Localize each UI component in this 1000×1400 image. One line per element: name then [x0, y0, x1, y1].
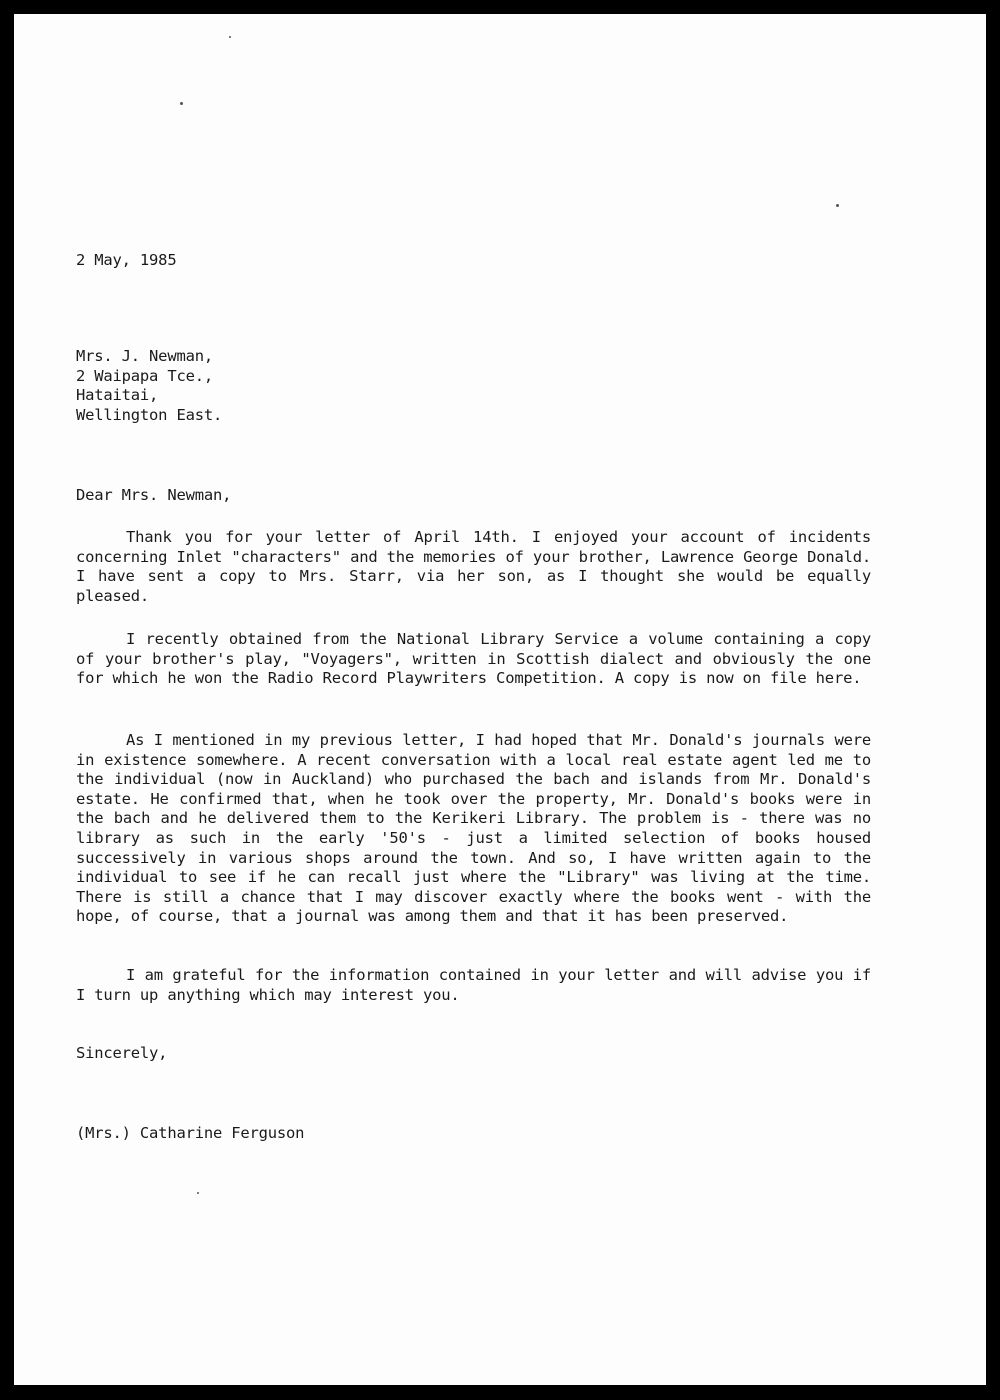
letter-page: [14, 14, 986, 1385]
paper-speck: [197, 1192, 199, 1194]
address-line: Hataitai,: [76, 386, 159, 405]
recipient-address: [76, 347, 222, 425]
paper-speck: [229, 36, 231, 38]
body-paragraph: I am grateful for the information contained in your letter and will advise you if I turn up anything which may interest you.: [76, 966, 871, 1004]
body-paragraph: As I mentioned in my previous letter, I had hoped that Mr. Donald's journals were in existence somewhere. A recent conversation with a local real estate agent led me to the individual (now in Auckland) who purchased the bach and islands from Mr. Donald's estate. He confirmed that, when he took over the property, Mr. Donald's books were in the bach and he delivered them to the Kerikeri Library. The problem is - there was no library as such in the early '50's - just a limited selection of books housed successively in various shops around the town. And so, I have written again to the individual to see if he can recall just where the "Library" was living at the time. There is still a chance that I may discover exactly where the books went - with the hope, of course, that a journal was among them and that it has been preserved.: [76, 731, 871, 926]
closing: Sincerely,: [76, 1044, 168, 1062]
paper-speck: [180, 102, 183, 105]
address-line: Mrs. J. Newman,: [76, 347, 213, 365]
address-line: Wellington East.: [76, 405, 223, 424]
body-paragraph: I recently obtained from the National Library Service a volume containing a copy of your brother's play, "Voyagers", written in Scottish dialect and obviously the one for which he won the Radio Record Playwriters Competition. A copy is now on file here.: [76, 630, 871, 688]
signature-line: (Mrs.) Catharine Ferguson: [76, 1124, 305, 1142]
address-line: 2 Waipapa Tce.,: [76, 366, 213, 385]
salutation: Dear Mrs. Newman,: [76, 486, 232, 504]
body-paragraph: Thank you for your letter of April 14th. I enjoyed your account of incidents concerning Inlet "characters" and the memories of your brother, Lawrence George Donald. I have sent a copy to Mrs. Starr, via her son, as I thought she would be equally pleased.: [76, 528, 871, 605]
letter-date: 2 May, 1985: [76, 251, 177, 269]
paper-speck: [836, 204, 839, 207]
